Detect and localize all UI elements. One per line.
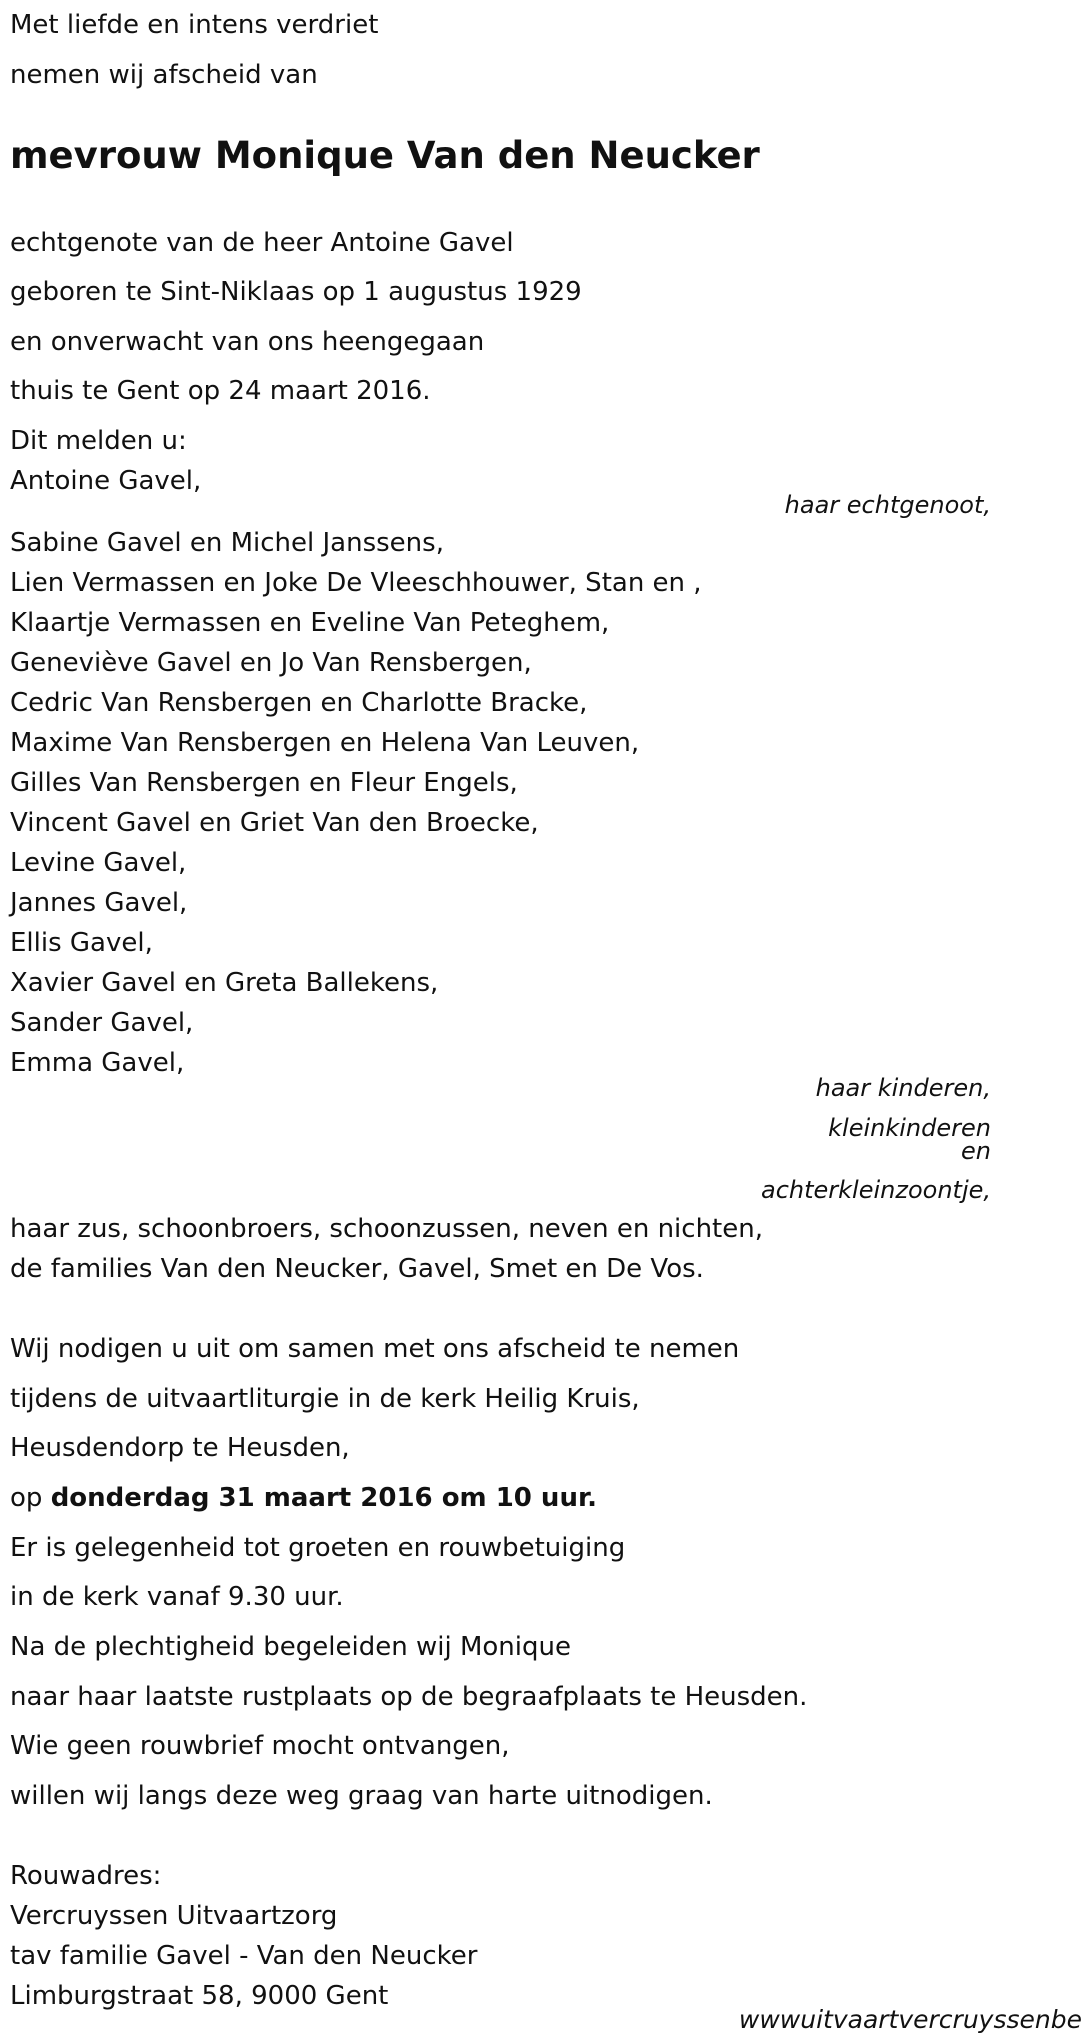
address-heading: Rouwadres: bbox=[10, 1861, 162, 1891]
role-and: en bbox=[961, 1137, 991, 1165]
detail-born: geboren te Sint-Niklaas op 1 augustus 1929 bbox=[10, 277, 582, 307]
invitation-line-3: Heusdendorp te Heusden, bbox=[10, 1433, 350, 1463]
funeral-home-website: wwwuitvaartvercruyssenbe bbox=[738, 2005, 1082, 2034]
family-member: Xavier Gavel en Greta Ballekens, bbox=[10, 968, 439, 998]
invitation-line-5: Er is gelegenheid tot groeten en rouwbetuiging bbox=[10, 1533, 626, 1563]
deceased-name: mevrouw Monique Van den Neucker bbox=[10, 134, 760, 177]
detail-passed: en onverwacht van ons heengegaan bbox=[10, 327, 485, 357]
detail-spouse: echtgenote van de heer Antoine Gavel bbox=[10, 228, 514, 258]
family-member: Lien Vermassen en Joke De Vleeschhouwer, Stan en , bbox=[10, 568, 702, 598]
family-member: Levine Gavel, bbox=[10, 848, 187, 878]
invitation-line-9: Wie geen rouwbrief mocht ontvangen, bbox=[10, 1731, 510, 1761]
family-member: Geneviève Gavel en Jo Van Rensbergen, bbox=[10, 648, 532, 678]
family-member: Jannes Gavel, bbox=[10, 888, 188, 918]
family-member: Cedric Van Rensbergen en Charlotte Bracke, bbox=[10, 688, 588, 718]
invitation-line-8: naar haar laatste rustplaats op de begraafplaats te Heusden. bbox=[10, 1682, 808, 1712]
announcer-husband: Antoine Gavel, bbox=[10, 466, 202, 496]
invitation-line-2: tijdens de uitvaartliturgie in de kerk Heilig Kruis, bbox=[10, 1384, 640, 1414]
role-great-grandson: achterkleinzoontje, bbox=[760, 1176, 991, 1204]
role-husband: haar echtgenoot, bbox=[784, 491, 991, 519]
detail-place: thuis te Gent op 24 maart 2016. bbox=[10, 376, 431, 406]
invitation-date-prefix: op bbox=[10, 1483, 43, 1513]
role-children: haar kinderen, bbox=[815, 1074, 991, 1102]
invitation-line-1: Wij nodigen u uit om samen met ons afscheid te nemen bbox=[10, 1334, 740, 1364]
relatives-line-2: de families Van den Neucker, Gavel, Smet en De Vos. bbox=[10, 1254, 704, 1284]
address-line-2: tav familie Gavel - Van den Neucker bbox=[10, 1941, 478, 1971]
invitation-date-line bbox=[10, 1483, 597, 1513]
role-grandchildren: kleinkinderen bbox=[828, 1114, 991, 1142]
announcers-heading: Dit melden u: bbox=[10, 426, 187, 456]
intro-line-1: Met liefde en intens verdriet bbox=[10, 10, 379, 40]
family-member: Klaartje Vermassen en Eveline Van Peteghem, bbox=[10, 608, 610, 638]
intro-line-2: nemen wij afscheid van bbox=[10, 60, 318, 90]
family-member: Maxime Van Rensbergen en Helena Van Leuven, bbox=[10, 728, 640, 758]
invitation-line-10: willen wij langs deze weg graag van harte uitnodigen. bbox=[10, 1781, 713, 1811]
address-line-1: Vercruyssen Uitvaartzorg bbox=[10, 1901, 338, 1931]
relatives-line-1: haar zus, schoonbroers, schoonzussen, neven en nichten, bbox=[10, 1214, 763, 1244]
invitation-line-7: Na de plechtigheid begeleiden wij Monique bbox=[10, 1632, 571, 1662]
family-member: Vincent Gavel en Griet Van den Broecke, bbox=[10, 808, 539, 838]
family-member: Ellis Gavel, bbox=[10, 928, 153, 958]
family-member: Emma Gavel, bbox=[10, 1048, 185, 1078]
address-line-3: Limburgstraat 58, 9000 Gent bbox=[10, 1981, 389, 2011]
family-member: Gilles Van Rensbergen en Fleur Engels, bbox=[10, 768, 518, 798]
invitation-line-6: in de kerk vanaf 9.30 uur. bbox=[10, 1582, 344, 1612]
family-member: Sabine Gavel en Michel Janssens, bbox=[10, 528, 444, 558]
family-member: Sander Gavel, bbox=[10, 1008, 194, 1038]
ceremony-date: donderdag 31 maart 2016 om 10 uur. bbox=[50, 1483, 597, 1513]
